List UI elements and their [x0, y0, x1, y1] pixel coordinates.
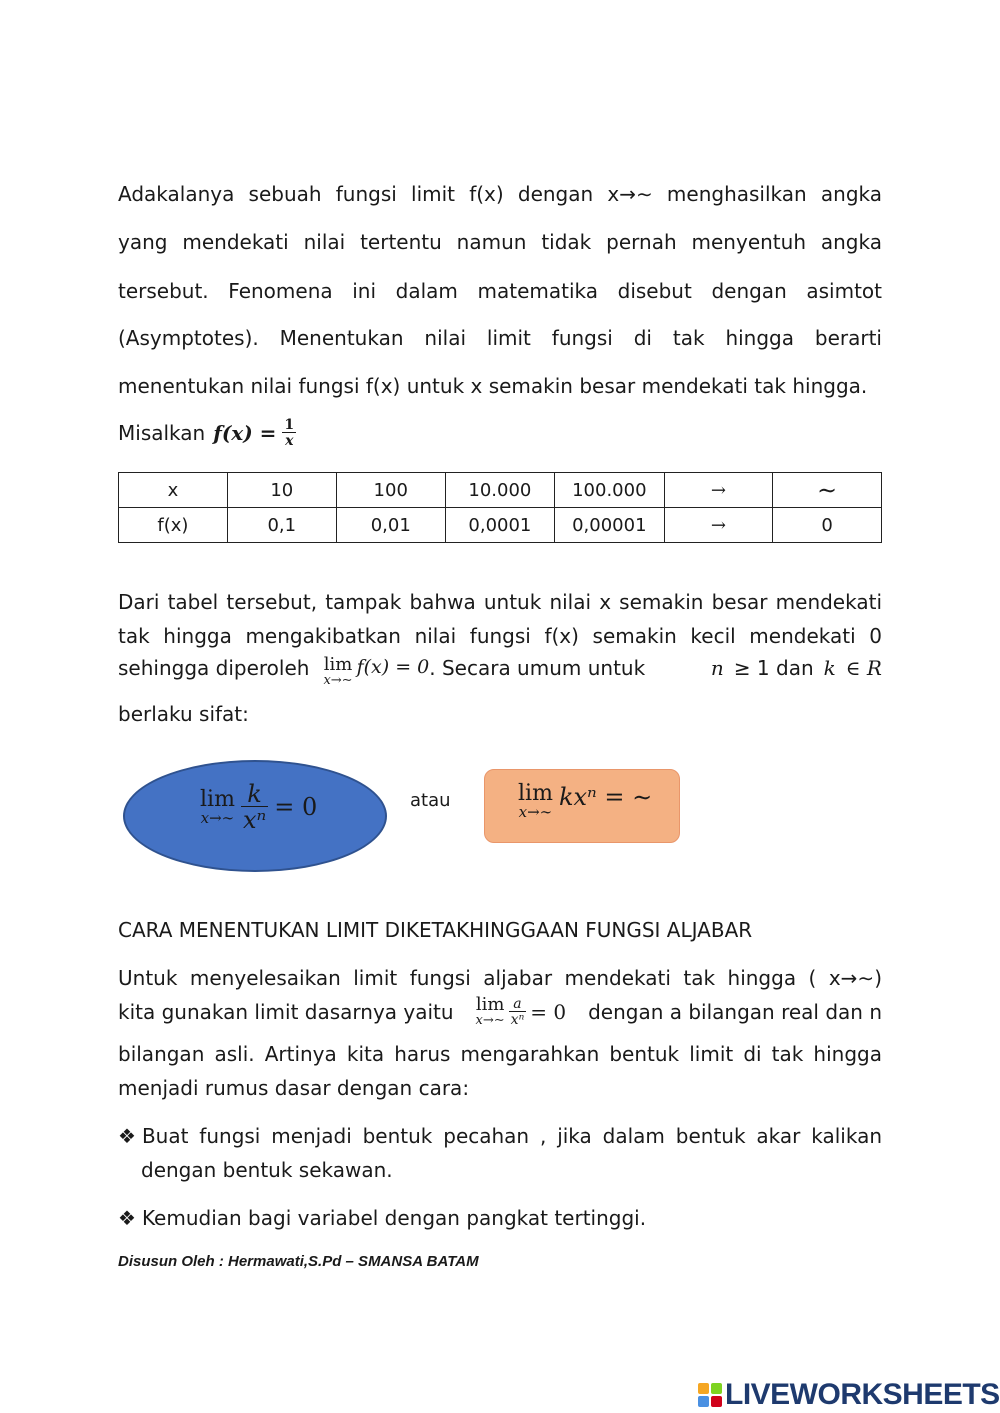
- right-lim-subscript: x→∼: [518, 803, 553, 821]
- basic-lim-subscript: x→∼: [475, 1013, 505, 1028]
- left-fraction: [241, 782, 268, 832]
- basic-lim: [476, 996, 505, 1027]
- fx-numerator: 1: [284, 417, 295, 433]
- section-line-3: bilangan asli. Artinya kita harus mengarahkan bentuk limit di tak hingga: [118, 1042, 882, 1066]
- table-cell: f(x): [119, 508, 228, 543]
- intro-line-5: menentukan nilai fungsi f(x) untuk x semakin besar mendekati tak hingga.: [118, 374, 868, 398]
- para2-line-1: Dari tabel tersebut, tampak bahwa untuk nilai x semakin besar mendekati: [118, 590, 882, 614]
- section-line-2: [118, 996, 882, 1027]
- left-denominator: xⁿ: [242, 806, 267, 834]
- values-table: [118, 472, 882, 543]
- cond-1: ≥ 1 dan: [733, 656, 814, 680]
- section-line-1: Untuk menyelesaikan limit fungsi aljabar mendekati tak hingga ( x→∼): [118, 966, 882, 990]
- section-heading: CARA MENENTUKAN LIMIT DIKETAKHINGGAAN FUNGSI ALJABAR: [118, 918, 753, 942]
- table-cell: 100: [336, 473, 445, 508]
- intro-line-4: (Asymptotes). Menentukan nilai limit fungsi di tak hingga berarti: [118, 326, 882, 350]
- para2-line-3: [118, 656, 882, 687]
- table-cell: 10: [227, 473, 336, 508]
- section-text-b: dengan a bilangan real dan n: [588, 999, 882, 1024]
- table-row: [119, 473, 882, 508]
- lim-subscript: x→∼: [323, 673, 353, 688]
- var-k: k: [823, 656, 836, 680]
- basic-denominator: xⁿ: [510, 1011, 525, 1028]
- table-cell: x: [119, 473, 228, 508]
- table-cell: 0,01: [336, 508, 445, 543]
- table-cell: →: [664, 508, 773, 543]
- var-n: n: [710, 656, 724, 680]
- brand-name: LIVEWORKSHEETS: [725, 1378, 1000, 1411]
- fx-fraction: [282, 418, 296, 448]
- property-right-formula: [518, 783, 652, 820]
- bullet-symbol-icon: ❖: [118, 1124, 136, 1148]
- intro-line-3: tersebut. Fenomena ini dalam matematika disebut dengan asimtot: [118, 279, 882, 303]
- misalkan-label: Misalkan: [118, 421, 206, 445]
- property-left-formula: [200, 782, 317, 832]
- table-cell: 10.000: [445, 473, 554, 508]
- limit-expression: [323, 656, 352, 687]
- basic-lim-word: lim: [475, 994, 505, 1015]
- table-cell: 0,00001: [555, 508, 665, 543]
- left-numerator: k: [247, 780, 262, 808]
- table-cell: 0,0001: [445, 508, 554, 543]
- bullet-item-1: [118, 1124, 882, 1148]
- intro-line-2: yang mendekati nilai tertentu namun tidak pernah menyentuh angka: [118, 230, 882, 254]
- table-cell: 0: [773, 508, 882, 543]
- basic-rhs: = 0: [530, 999, 567, 1024]
- para2-text-a: sehingga diperoleh: [118, 656, 310, 680]
- left-rhs: = 0: [274, 793, 318, 821]
- section-text-a: kita gunakan limit dasarnya yaitu: [118, 999, 454, 1024]
- intro-line-1: Adakalanya sebuah fungsi limit f(x) dengan x→∼ menghasilkan angka: [118, 182, 882, 206]
- bullet-2-text: Kemudian bagi variabel dengan pangkat tertinggi.: [141, 1206, 647, 1230]
- para2-text-b: . Secara umum untuk: [429, 656, 646, 680]
- bullet-item-2: [118, 1206, 646, 1230]
- right-lim: [518, 783, 553, 820]
- or-label: atau: [410, 790, 451, 811]
- fx-lhs: f(x) =: [213, 421, 277, 445]
- basic-fraction: [509, 997, 527, 1027]
- cond-2: ∈ R: [845, 656, 882, 680]
- bullet-symbol-icon: ❖: [118, 1206, 136, 1230]
- para2-line-4: berlaku sifat:: [118, 702, 249, 726]
- liveworksheets-logo: [698, 1378, 1000, 1412]
- lim-word: lim: [323, 654, 353, 675]
- bullet-1-continuation: dengan bentuk sekawan.: [141, 1158, 393, 1182]
- logo-grid-icon: [698, 1383, 722, 1407]
- right-expr: kxⁿ = ∼: [558, 783, 653, 811]
- fx-denominator: x: [282, 432, 296, 448]
- table-cell: 0,1: [227, 508, 336, 543]
- left-lim: [200, 786, 235, 827]
- basic-limit: [476, 996, 567, 1027]
- left-lim-word: lim: [200, 786, 235, 812]
- para2-line-2: tak hingga mengakibatkan nilai fungsi f(x) semakin kecil mendekati 0: [118, 624, 882, 648]
- section-line-4: menjadi rumus dasar dengan cara:: [118, 1076, 470, 1100]
- author-footer: Disusun Oleh : Hermawati,S.Pd – SMANSA BATAM: [118, 1253, 479, 1270]
- left-lim-subscript: x→∼: [200, 808, 235, 827]
- bullet-1-text: Buat fungsi menjadi bentuk pecahan , jika dalam bentuk akar kalikan: [141, 1124, 882, 1148]
- limit-result: f(x) = 0: [356, 656, 430, 678]
- example-function: [118, 418, 296, 448]
- table-cell: ∼: [773, 473, 882, 508]
- table-row: [119, 508, 882, 543]
- basic-numerator: a: [513, 995, 522, 1012]
- right-lim-word: lim: [518, 781, 553, 806]
- table-cell: →: [664, 473, 773, 508]
- table-cell: 100.000: [555, 473, 665, 508]
